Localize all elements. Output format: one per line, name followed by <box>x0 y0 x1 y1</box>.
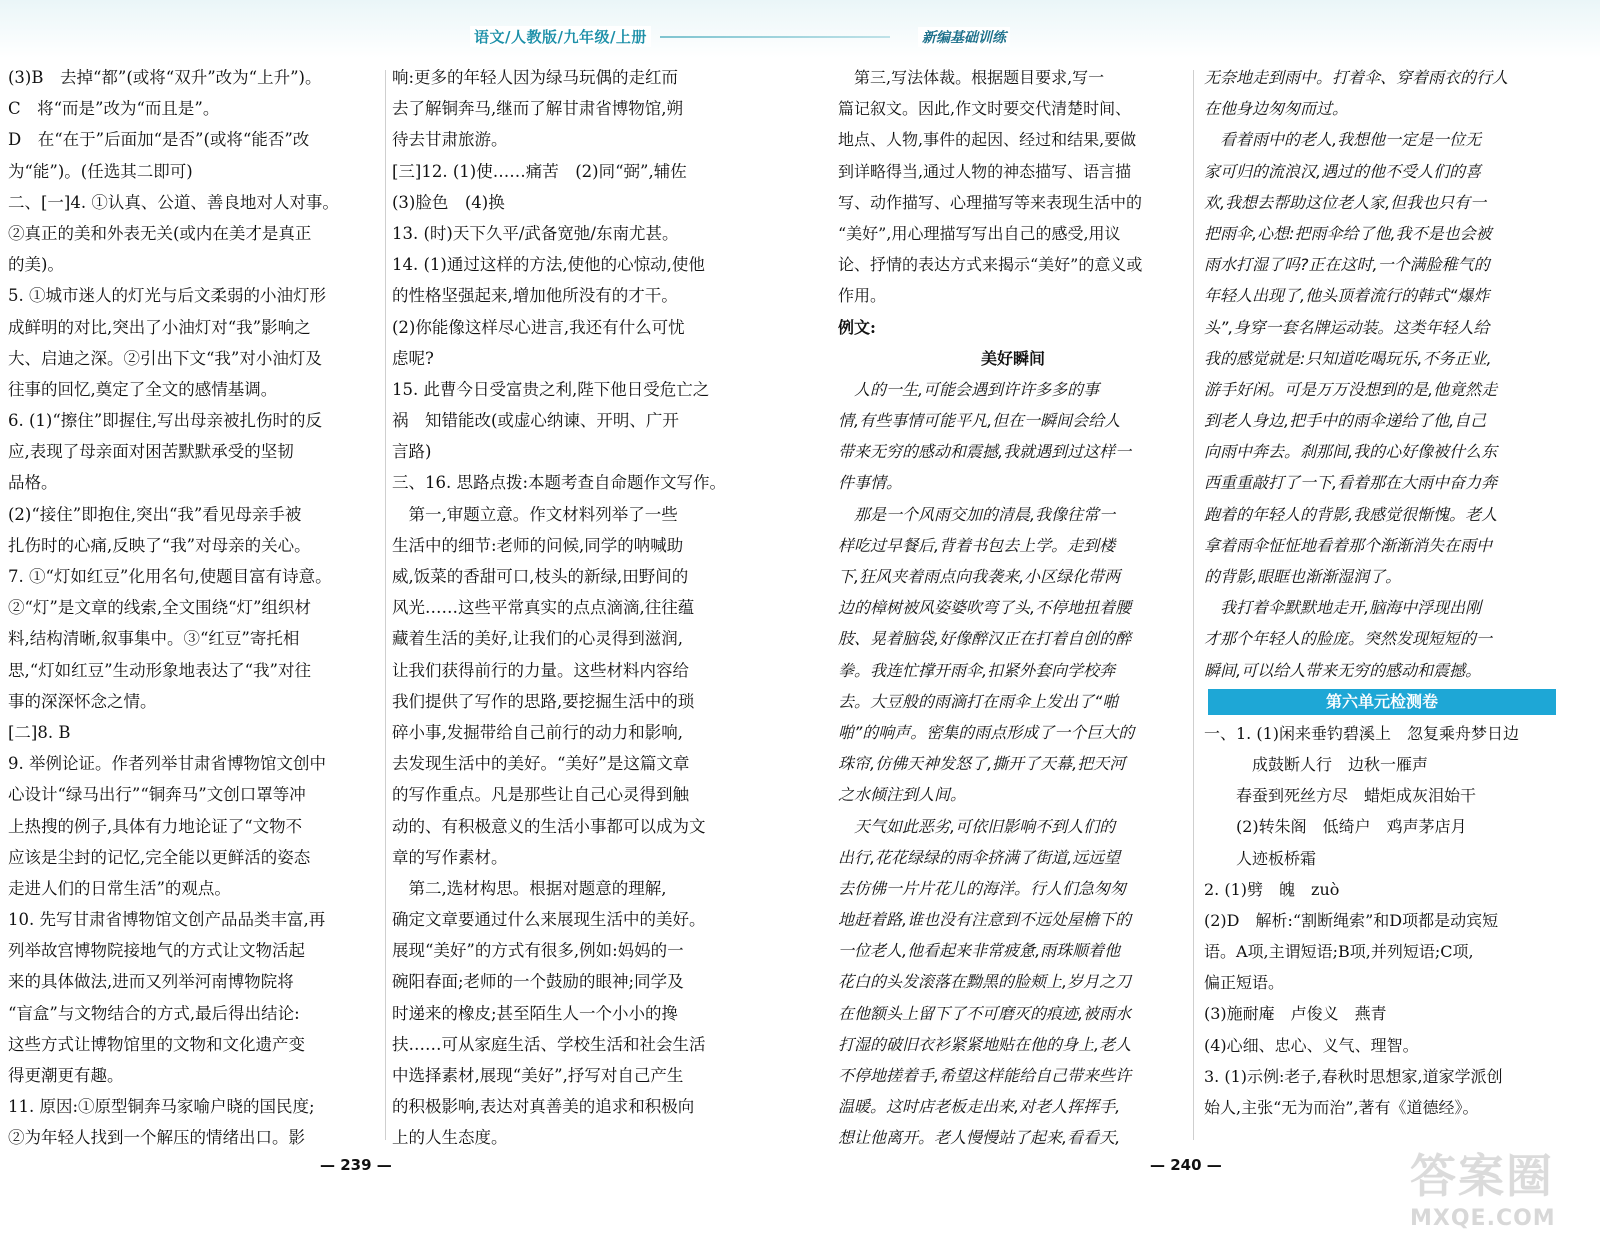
text-line: 往事的回忆,奠定了全文的感情基调。 <box>8 379 278 399</box>
column-divider <box>1193 70 1194 1140</box>
essay-line: 游手好闲。可是万万没想到的是,他竟然走 <box>1204 379 1498 399</box>
essay-line: 一位老人,他看起来非常疲惫,雨珠顺着他 <box>838 941 1121 961</box>
essay-line: 地赶着路,谁也没有注意到不远处屋檐下的 <box>838 910 1132 930</box>
essay-line: 去仿佛一片片花儿的海洋。行人们急匆匆 <box>838 878 1127 898</box>
essay-line: 到老人身边,把手中的雨伞递给了他,自己 <box>1204 411 1487 431</box>
essay-line: 天气如此恶劣,可依旧影响不到人们的 <box>838 816 1116 836</box>
text-line: 14. (1)通过这样的方法,使他的心惊动,使他 <box>392 255 705 275</box>
left-page-column-1 <box>8 62 378 1154</box>
essay-line: 的背影,眼眶也渐渐湿润了。 <box>1204 567 1402 586</box>
essay-line: 看着雨中的老人,我想他一定是一位无 <box>1204 130 1482 150</box>
essay-line: 在他额头上留下了不可磨灭的痕迹,被雨水 <box>838 1003 1132 1023</box>
text-line: 去了解铜奔马,继而了解甘肃省博物馆,朔 <box>392 99 683 119</box>
text-line: 15. 此曹今日受富贵之利,陛下他日受危亡之 <box>392 379 710 399</box>
essay-line: 无奈地走到雨中。打着伞、穿着雨衣的行人 <box>1204 68 1509 87</box>
essay-line: 打湿的破旧衣衫紧紧地贴在他的身上,老人 <box>838 1034 1132 1054</box>
essay-line: 家可归的流浪汉,遇过的他不受人们的喜 <box>1204 161 1482 181</box>
text-line: 走进人们的日常生活”的观点。 <box>8 878 231 898</box>
text-line: 11. 原因:①原型铜奔马家喻户晓的国民度; <box>8 1097 315 1117</box>
text-line: 应,表现了母亲面对困苦默默承受的坚韧 <box>8 442 294 462</box>
essay-line: 向雨中奔去。刹那间,我的心好像被什么东 <box>1204 442 1498 462</box>
text-line: 虑呢? <box>392 348 434 368</box>
essay-title: 美好瞬间 <box>980 348 1045 368</box>
text-line: (3)脸色 (4)换 <box>392 192 505 212</box>
text-line: (2)D 解析:“割断绳索”和D项都是动宾短 <box>1204 910 1499 930</box>
header-center <box>470 26 1030 48</box>
text-line: (4)心细、忠心、义气、理智。 <box>1204 1035 1419 1055</box>
text-line: 第二,选材构思。根据对题意的理解, <box>392 878 667 898</box>
text-line: (3)施耐庵 卢俊义 燕青 <box>1204 1004 1387 1024</box>
text-line: 7. ①“灯如红豆”化用名句,使题目富有诗意。 <box>8 567 332 586</box>
essay-line: 想让他离开。老人慢慢站了起来,看看天, <box>838 1128 1121 1148</box>
text-line: 偏正短语。 <box>1204 973 1285 993</box>
essay-line: 欢,我想去帮助这位老人家,但我也只有一 <box>1204 192 1487 212</box>
text-line: 写、动作描写、心理描写等来表现生活中的 <box>838 192 1143 212</box>
text-line: 这些方式让博物馆里的文物和文化遗产变 <box>8 1034 305 1054</box>
text-line: 事的深深怀念之情。 <box>8 691 157 711</box>
watermark-logo: 答案圈 <box>1410 1149 1554 1203</box>
essay-line: 边的樟树被风姿婆吹弯了头,不停地扭着腰 <box>838 598 1132 618</box>
text-line: 待去甘肃旅游。 <box>392 130 508 150</box>
essay-line: 我打着伞默默地走开,脑海中浮现出刚 <box>1204 598 1482 618</box>
text-line: 藏着生活的美好,让我们的心灵得到滋润, <box>392 629 683 649</box>
essay-line: 人的一生,可能会遇到许许多多的事 <box>838 379 1100 399</box>
text-line: 祸 知错能改(或虚心纳谏、开明、广开 <box>392 411 679 431</box>
text-line: 作用。 <box>838 286 887 306</box>
text-line: 6. (1)“擦住”即握住,写出母亲被扎伤时的反 <box>8 411 322 431</box>
text-line: 的写作重点。凡是那些让自己心灵得到触 <box>392 785 689 805</box>
left-page-column-2 <box>392 62 752 1154</box>
text-line: 春蚕到死丝方尽 蜡炬成灰泪始干 <box>1204 786 1477 806</box>
text-line: 到详略得当,通过人物的神态描写、语言描 <box>838 161 1132 181</box>
essay-line: 样吃过早餐后,背着书包去上学。走到楼 <box>838 535 1116 555</box>
header-decor-line <box>660 36 890 38</box>
text-line: 5. ①城市迷人的灯光与后文柔弱的小油灯形 <box>8 286 326 306</box>
text-line: (2)你能像这样尽心进言,我还有什么可忧 <box>392 317 685 337</box>
book-tag: 语文/人教版/九年级/上册 <box>470 26 651 47</box>
text-line: 成鼓断人行 边秋一雁声 <box>1204 754 1429 774</box>
text-line: 威,饭菜的香甜可口,枝头的新绿,田野间的 <box>392 567 689 586</box>
text-line: 上的人生态度。 <box>392 1128 508 1148</box>
watermark-url: MXQE.COM <box>1410 1206 1556 1231</box>
text-line: 让我们获得前行的力量。这些材料内容给 <box>392 660 689 680</box>
text-line: 上热搜的例子,具体有力地论证了“文物不 <box>8 816 303 836</box>
page-number-right: — 240 — <box>1150 1156 1222 1174</box>
essay-line: 把雨伞,心想:把雨伞给了他,我不是也会被 <box>1204 223 1492 243</box>
page-number-left: — 239 — <box>320 1156 392 1174</box>
text-line: 碎小事,发掘带给自己前行的动力和影响, <box>392 722 683 742</box>
text-line: 论、抒情的表达方式来揭示“美好”的意义或 <box>838 255 1143 275</box>
text-line: 篇记叙文。因此,作文时要交代清楚时间、 <box>838 99 1132 119</box>
text-line: 10. 先写甘肃省博物馆文创产品品类丰富,再 <box>8 910 326 930</box>
text-line: 成鲜明的对比,突出了小油灯对“我”影响之 <box>8 317 311 337</box>
text-line: ②真正的美和外表无关(或内在美才是真正 <box>8 223 312 243</box>
text-line: 中选择素材,展现“美好”,抒写对自己产生 <box>392 1066 684 1085</box>
text-line: 响:更多的年轻人因为绿马玩偶的走红而 <box>392 68 679 87</box>
essay-line: 下,狂风夹着雨点向我袭来,小区绿化带两 <box>838 567 1121 586</box>
text-line: 扎伤时的心痛,反映了“我”对母亲的关心。 <box>8 535 311 555</box>
text-line: 碗阳春面;老师的一个鼓励的眼神;同学及 <box>392 972 684 992</box>
text-line: 第三,写法体裁。根据题目要求,写一 <box>838 68 1105 87</box>
text-line: 思,“灯如红豆”生动形象地表达了“我”对往 <box>8 660 311 680</box>
text-line: [三]12. (1)使……痛苦 (2)同“弼”,辅佐 <box>392 161 687 181</box>
essay-line: 件事情。 <box>838 473 903 493</box>
essay-line: 带来无穷的感动和震撼,我就遇到过这样一 <box>838 442 1132 462</box>
essay-line: 珠帘,仿佛天神发怒了,撕开了天幕,把天河 <box>838 754 1126 774</box>
text-line: 9. 举例论证。作者列举甘肃省博物馆文创中 <box>8 754 326 774</box>
text-line: (2)“接住”即抱住,突出“我”看见母亲手被 <box>8 504 302 524</box>
text-line: (2)转朱阁 低绮户 鸡声茅店月 <box>1204 817 1467 837</box>
watermark <box>1410 1140 1580 1238</box>
text-line: 语。A项,主谓短语;B项,并列短语;C项, <box>1204 942 1474 962</box>
text-line: 确定文章要通过什么来展现生活中的美好。 <box>392 910 706 930</box>
text-line: 时递来的橡皮;甚至陌生人一个小小的搀 <box>392 1003 679 1023</box>
text-line: 大、启迪之深。②引出下文“我”对小油灯及 <box>8 348 322 368</box>
text-line: 2. (1)劈 魄 zuò <box>1204 879 1340 899</box>
essay-line: 肢、晃着脑袋,好像醉汉正在打着自创的醉 <box>838 629 1132 649</box>
essay-line: 不停地搓着手,希望这样能给自己带来些许 <box>838 1066 1132 1085</box>
text-line: 来的具体做法,进而又列举河南博物院将 <box>8 972 294 992</box>
example-label: 例文: <box>838 317 876 337</box>
essay-line: 头”,身穿一套名牌运动装。这类年轻人给 <box>1204 317 1490 337</box>
essay-line: 温暖。这时店老板走出来,对老人挥挥手, <box>838 1097 1121 1117</box>
essay-line: 花白的头发滚落在黝黑的脸颊上,岁月之刀 <box>838 972 1132 992</box>
essay-line: 去。大豆般的雨滴打在雨伞上发出了“啪 <box>838 691 1119 711</box>
text-line: 一、1. (1)闲来垂钓碧溪上 忽复乘舟梦日边 <box>1204 723 1520 743</box>
text-line: 人迹板桥霜 <box>1204 848 1317 868</box>
text-line: 动的、有积极意义的生活小事都可以成为文 <box>392 816 706 836</box>
essay-line: 瞬间,可以给人带来无穷的感动和震撼。 <box>1204 660 1482 680</box>
text-line: 生活中的细节:老师的问候,同学的呐喊助 <box>392 535 684 555</box>
text-line: 言路) <box>392 442 432 462</box>
text-line: 13. (时)天下久平/武备宽弛/东南尤甚。 <box>392 223 679 243</box>
essay-line: 情,有些事情可能平凡,但在一瞬间会给人 <box>838 411 1121 431</box>
text-line: 地点、人物,事件的起因、经过和结果,要做 <box>838 130 1137 150</box>
text-line: [二]8. B <box>8 722 71 742</box>
text-line: 第一,审题立意。作文材料列举了一些 <box>392 504 678 524</box>
text-line: “美好”,用心理描写写出自己的感受,用议 <box>838 223 1121 243</box>
text-line: 始人,主张“无为而治”,著有《道德经》。 <box>1204 1098 1479 1117</box>
text-line: 品格。 <box>8 473 58 493</box>
essay-line: 跑着的年轻人的背影,我感觉很惭愧。老人 <box>1204 504 1498 524</box>
essay-line: 才那个年轻人的脸庞。突然发现短短的一 <box>1204 629 1493 649</box>
book-brand: 新编基础训练 <box>918 27 1010 47</box>
unit-six-section-title: 第六单元检测卷 <box>1208 689 1556 715</box>
essay-line: 年轻人出现了,他头顶着流行的韩式“爆炸 <box>1204 286 1490 306</box>
essay-line: 我的感觉就是:只知道吃喝玩乐,不务正业, <box>1204 348 1492 368</box>
text-line: 3. (1)示例:老子,春秋时思想家,道家学派创 <box>1204 1066 1503 1086</box>
text-line: “盲盒”与文物结合的方式,最后得出结论: <box>8 1003 300 1023</box>
text-line: (3)B 去掉“都”(或将“双升”改为“上升”)。 <box>8 68 322 87</box>
text-line: ②“灯”是文章的线索,全文围绕“灯”组织材 <box>8 598 311 618</box>
text-line: 列举故宫博物院接地气的方式让文物活起 <box>8 941 305 961</box>
text-line: 二、[一]4. ①认真、公道、善良地对人对事。 <box>8 192 339 212</box>
text-line: 的积极影响,表达对真善美的追求和积极向 <box>392 1097 695 1117</box>
text-line: 风光……这些平常真实的点点滴滴,往往蕴 <box>392 598 695 618</box>
essay-line: 之水倾注到人间。 <box>838 785 967 805</box>
essay-line: 啪”的响声。密集的雨点形成了一个巨大的 <box>838 722 1135 742</box>
essay-line: 西重重敲打了一下,看着那在大雨中奋力奔 <box>1204 473 1498 493</box>
text-line: 为“能”)。(任选其二即可) <box>8 161 193 181</box>
essay-line: 拳。我连忙撑开雨伞,扣紧外套向学校奔 <box>838 660 1116 680</box>
text-line: 料,结构清晰,叙事集中。③“红豆”寄托相 <box>8 629 300 649</box>
text-line: 得更潮更有趣。 <box>8 1066 124 1085</box>
header-banner <box>0 0 1600 58</box>
text-line: C 将“而是”改为“而且是”。 <box>8 99 220 119</box>
text-line: 的性格坚强起来,增加他所没有的才干。 <box>392 286 678 306</box>
text-line: 去发现生活中的美好。“美好”是这篇文章 <box>392 754 690 774</box>
text-line: D 在“在于”后面加“是否”(或将“能否”改 <box>8 130 310 150</box>
text-line: 应该是尘封的记忆,完全能以更鲜活的姿态 <box>8 847 311 867</box>
right-page-column-2 <box>1204 62 1560 1123</box>
text-line: ②为年轻人找到一个解压的情绪出口。影 <box>8 1128 305 1148</box>
text-line: 我们提供了写作的思路,要挖掘生活中的琐 <box>392 691 695 711</box>
essay-line: 雨水打湿了吗?正在这时,一个满脸稚气的 <box>1204 255 1490 275</box>
essay-line: 拿着雨伞怔怔地看着那个渐渐消失在雨中 <box>1204 535 1493 555</box>
essay-line: 出行,花花绿绿的雨伞挤满了街道,远远望 <box>838 847 1121 867</box>
text-line: 心设计“绿马出行”“铜奔马”文创口罩等冲 <box>8 785 306 805</box>
essay-line: 那是一个风雨交加的清晨,我像往常一 <box>838 504 1116 524</box>
text-line: 扶……可从家庭生活、学校生活和社会生活 <box>392 1034 706 1054</box>
column-divider <box>385 70 386 1140</box>
right-page-column-1 <box>838 62 1188 1154</box>
text-line: 章的写作素材。 <box>392 847 508 867</box>
text-line: 的美)。 <box>8 255 64 275</box>
text-line: 展现“美好”的方式有很多,例如:妈妈的一 <box>392 941 684 961</box>
essay-line: 在他身边匆匆而过。 <box>1204 99 1349 119</box>
text-line: 三、16. 思路点拨:本题考查自命题作文写作。 <box>392 473 727 493</box>
